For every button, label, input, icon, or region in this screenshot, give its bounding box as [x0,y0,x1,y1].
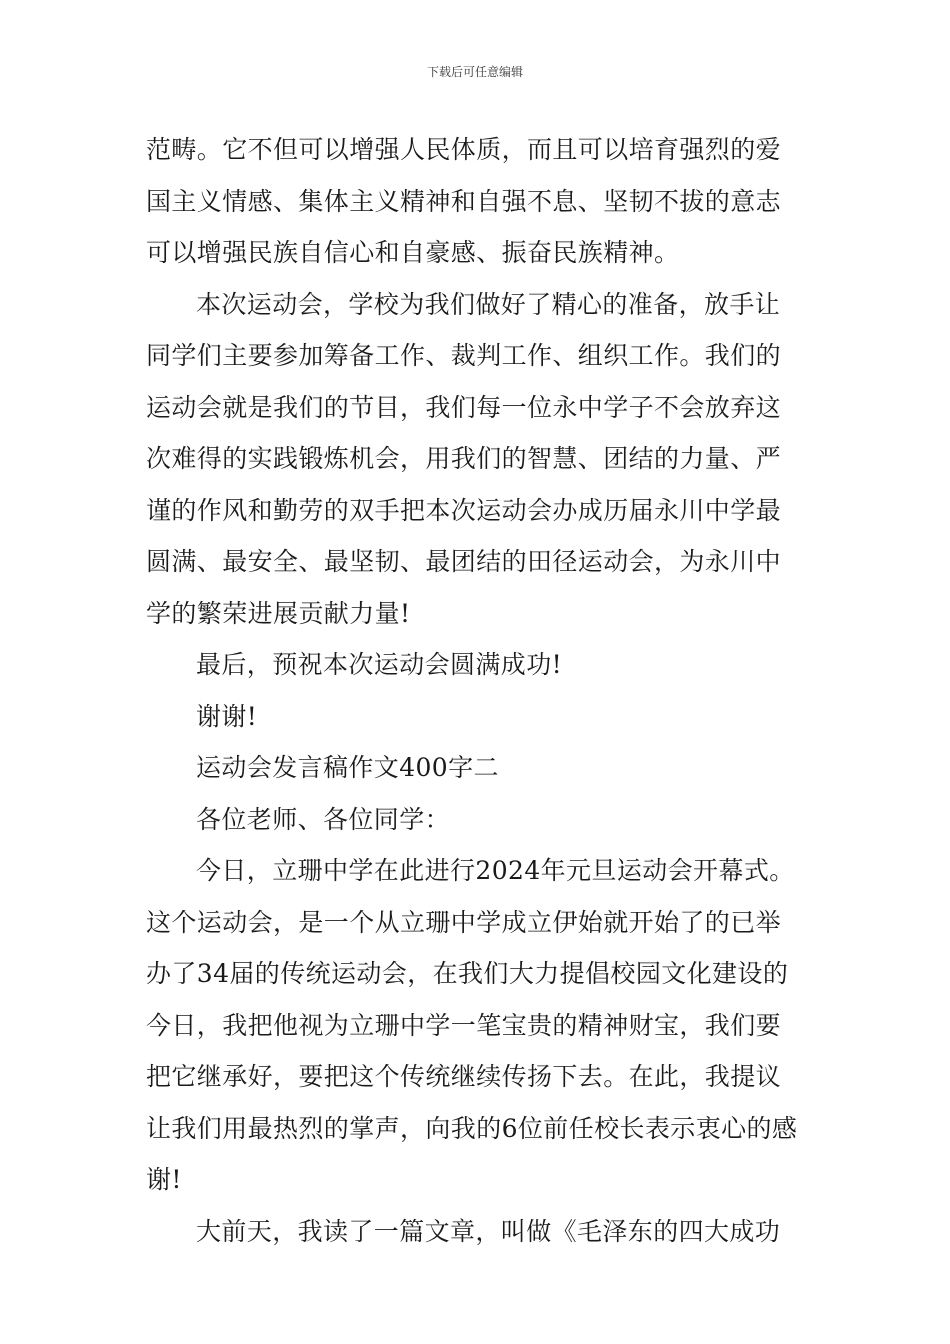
text-line: 今日，立珊中学在此进行2024年元旦运动会开幕式。 [196,856,795,885]
text-line: 可以增强民族自信心和自豪感、振奋民族精神。 [146,238,680,267]
text-line: 学的繁荣进展贡献力量! [146,598,411,628]
section-heading: 运动会发言稿作文400字二 [196,753,499,782]
text-line: 本次运动会，学校为我们做好了精心的准备，放手让 [196,289,781,319]
text-line: 把它继承好，要把这个传统继续传扬下去。在此，我提议 [146,1062,782,1091]
text-line: 今日，我把他视为立珊中学一笔宝贵的精神财宝，我们要 [146,1010,782,1040]
text-line: 谢谢! [196,701,258,731]
text-line: 圆满、最安全、最坚韧、最团结的田径运动会，为永川中 [146,547,782,576]
salutation: 各位老师、各位同学： [196,804,451,834]
text-line: 国主义情感、集体主义精神和自强不息、坚韧不拔的意志 [146,186,782,216]
document-body [146,124,811,1257]
text-line: 办了34届的传统运动会，在我们大力提倡校园文化建设的 [146,959,789,988]
text-line: 运动会就是我们的节目，我们每一位永中学子不会放弃这 [146,392,782,422]
page-header: 下载后可任意编辑 [426,65,523,79]
text-line: 最后，预祝本次运动会圆满成功! [196,650,563,679]
text-line: 次难得的实践锻炼机会，用我们的智慧、团结的力量、严 [146,444,782,473]
text-line: 这个运动会，是一个从立珊中学成立伊始就开始了的已举 [146,907,782,937]
text-line: 谢! [146,1165,182,1194]
text-line: 范畴。它不但可以增强人民体质，而且可以培育强烈的爱 [146,135,782,164]
text-line: 谨的作风和勤劳的双手把本次运动会办成历届永川中学最 [146,495,782,525]
text-line: 大前天，我读了一篇文章，叫做《毛泽东的四大成功 [196,1216,781,1246]
text-line: 同学们主要参加筹备工作、裁判工作、组织工作。我们的 [146,341,782,370]
text-line: 让我们用最热烈的掌声，向我的6位前任校长表示衷心的感 [146,1113,798,1143]
